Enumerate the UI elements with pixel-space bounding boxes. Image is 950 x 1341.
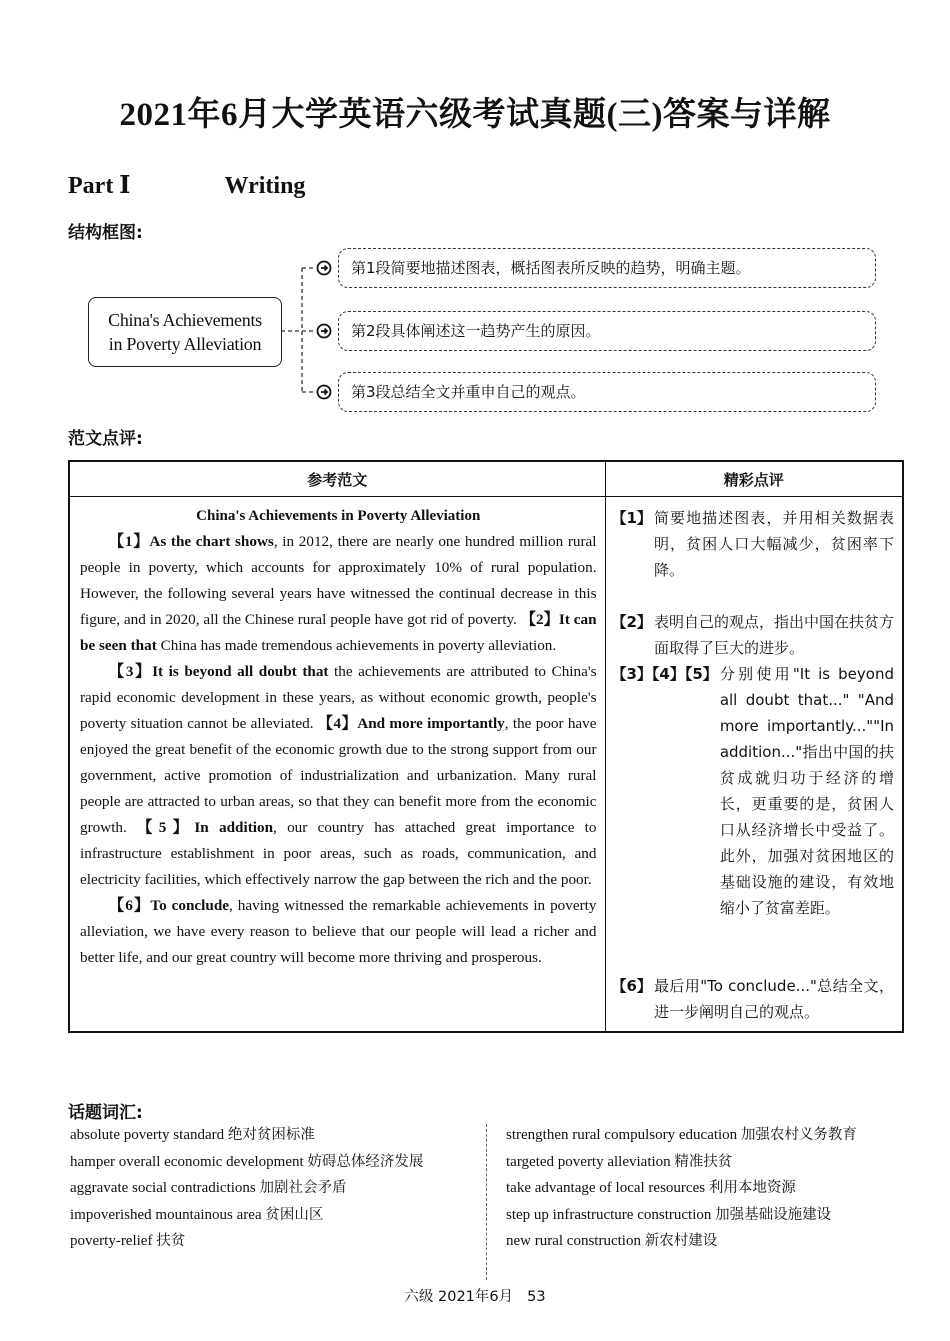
vocab-zh: 加强农村义务教育 (740, 1127, 857, 1143)
lead-phrase-6: To conclude (150, 897, 230, 914)
lead-phrase-3: It is beyond all doubt that (152, 663, 329, 680)
lead-phrase-1: As the chart shows (149, 533, 274, 550)
page-title: 2021年6月大学英语六级考试真题(三)答案与详解 (119, 97, 831, 133)
essay-text-2: China has made tremendous achievements in poverty alleviation. (156, 637, 557, 654)
outline-item-2: 第2段具体阐述这一趋势产生的原因。 (338, 311, 876, 351)
review-label: 范文点评: (68, 429, 143, 449)
vocab-zh: 绝对贫困标准 (227, 1127, 315, 1143)
vocab-list-left (70, 1122, 470, 1255)
arrow-circle-icon (316, 323, 332, 339)
vocab-item (506, 1122, 906, 1149)
comment-cell (605, 497, 903, 1033)
page-footer (0, 1285, 950, 1306)
marker-2: 【2】 (520, 611, 559, 628)
arrow-circle-icon (316, 260, 332, 276)
vocab-divider (486, 1124, 487, 1280)
comment-marker: 【2】 (611, 613, 652, 631)
vocab-zh: 扶贫 (156, 1233, 186, 1249)
comment-text: 表明自己的观点，指出中国在扶贫方面取得了巨大的进步。 (653, 613, 894, 657)
vocab-item (506, 1149, 906, 1176)
vocab-label: 话题词汇: (68, 1103, 143, 1123)
comment-column-header: 精彩点评 (605, 461, 903, 497)
marker-6: 【6】 (108, 897, 151, 914)
vocab-en: absolute poverty standard (70, 1127, 225, 1143)
essay-paragraph-3 (80, 893, 597, 971)
comment-text: 最后用"To conclude..."总结全文，进一步阐明自己的观点。 (653, 977, 894, 1021)
arrow-circle-icon (316, 384, 332, 400)
comment-marker: 【1】 (611, 509, 652, 527)
vocab-zh: 妨碍总体经济发展 (307, 1153, 424, 1170)
lead-phrase-2: It can be seen that (80, 611, 597, 654)
vocab-item (70, 1202, 470, 1229)
part-name: Writing (224, 173, 306, 199)
comment-1 (612, 505, 895, 583)
topic-line-1: China's Achievements (108, 310, 262, 330)
lead-phrase-4: And more importantly (357, 715, 505, 732)
vocab-zh: 利用本地资源 (708, 1180, 796, 1196)
vocab-item (70, 1122, 470, 1149)
vocab-item (70, 1149, 470, 1176)
vocab-item (506, 1202, 906, 1229)
outline-item-3: 第3段总结全文并重申自己的观点。 (338, 372, 876, 412)
essay-title: China's Achievements in Poverty Alleviation (196, 508, 481, 524)
footer-label: 六级 2021年6月 (404, 1289, 514, 1305)
structure-label: 结构框图: (68, 223, 143, 243)
comment-2 (612, 609, 895, 661)
comment-text: 分别使用"It is beyond all doubt that..." "And more importantly...""In addition..."指出中国的扶贫成就归功于经济的增长，更重要的是，贫困人口从经济增长中受益了。此外，加强对贫困地区的基础设施的建设，有效地缩小了贫富差距。 (719, 665, 894, 917)
vocab-en: aggravate social contradictions (70, 1180, 256, 1196)
essay-text-5: , our country has attached great importance to infrastructure establishment in poor areas, such as roads, communication, and electricity facilities, which effectively narrow the gap between the rich and the poor. (80, 819, 597, 888)
vocab-item (506, 1228, 906, 1255)
comment-4 (612, 973, 895, 1025)
vocab-list-right (506, 1122, 906, 1255)
marker-3: 【3】 (108, 663, 153, 680)
comment-marker: 【6】 (611, 977, 652, 995)
part-number: Part Ⅰ (68, 173, 131, 199)
lead-phrase-5: In addition (194, 819, 274, 836)
vocab-zh: 新农村建设 (644, 1233, 718, 1249)
vocab-en: strengthen rural compulsory education (506, 1127, 738, 1143)
vocab-zh: 加剧社会矛盾 (259, 1180, 347, 1196)
review-body-row (69, 497, 903, 1033)
vocab-en: targeted poverty alleviation (506, 1153, 671, 1170)
vocab-en: hamper overall economic development (70, 1153, 304, 1170)
comment-3 (612, 661, 895, 921)
vocab-en: take advantage of local resources (506, 1180, 706, 1196)
vocab-item (70, 1175, 470, 1202)
comment-marker: 【3】【4】【5】 (611, 665, 718, 683)
vocab-item (506, 1175, 906, 1202)
essay-text-1: , in 2012, there are nearly one hundred million rural people in poverty, which accounts for approximately 10% of rural population. However, the following several years have witnessed the continual decrease in this figure, and in 2020, all the Chinese rural people have got rid of poverty. (80, 533, 597, 628)
vocab-zh: 贫困山区 (265, 1206, 324, 1223)
essay-text-3: the achievements are attributed to China's rapid economic development in these years, as without economic growth, people's poverty situation cannot be alleviated. (80, 663, 597, 732)
comment-text: 简要地描述图表，并用相关数据表明，贫困人口大幅减少，贫困率下降。 (653, 509, 894, 579)
vocab-zh: 精准扶贫 (674, 1153, 733, 1170)
marker-4: 【4】 (317, 715, 358, 732)
marker-5: 【5】 (137, 819, 195, 836)
marker-1: 【1】 (108, 533, 150, 550)
vocab-en: new rural construction (506, 1233, 641, 1249)
vocab-en: step up infrastructure construction (506, 1206, 712, 1223)
vocab-item (70, 1228, 470, 1255)
topic-box (88, 297, 282, 367)
essay-text-6: , having witnessed the remarkable achievements in poverty alleviation, we have every reason to believe that our people will lead a richer and better life, and our great country will become more thriving and prosperous. (80, 897, 597, 966)
review-header-row (69, 461, 903, 497)
vocab-zh: 加强基础设施建设 (715, 1206, 832, 1223)
essay-column-header: 参考范文 (69, 461, 605, 497)
vocab-en: poverty-relief (70, 1233, 153, 1249)
page-number: 53 (527, 1289, 546, 1305)
essay-cell (69, 497, 605, 1033)
topic-line-2: in Poverty Alleviation (108, 334, 262, 354)
essay-paragraph-1 (80, 529, 597, 659)
outline-item-1: 第1段简要地描述图表，概括图表所反映的趋势，明确主题。 (338, 248, 876, 288)
essay-paragraph-2 (80, 659, 597, 893)
vocab-en: impoverished mountainous area (70, 1206, 262, 1223)
essay-text-4: , the poor have enjoyed the great benefit of the economic growth due to the strong support from our government, active promotion of industrialization and urbanization. Many rural people are attracted to urban areas, so that they can benefit more from the economic growth. (80, 715, 597, 836)
review-table (68, 460, 904, 1033)
